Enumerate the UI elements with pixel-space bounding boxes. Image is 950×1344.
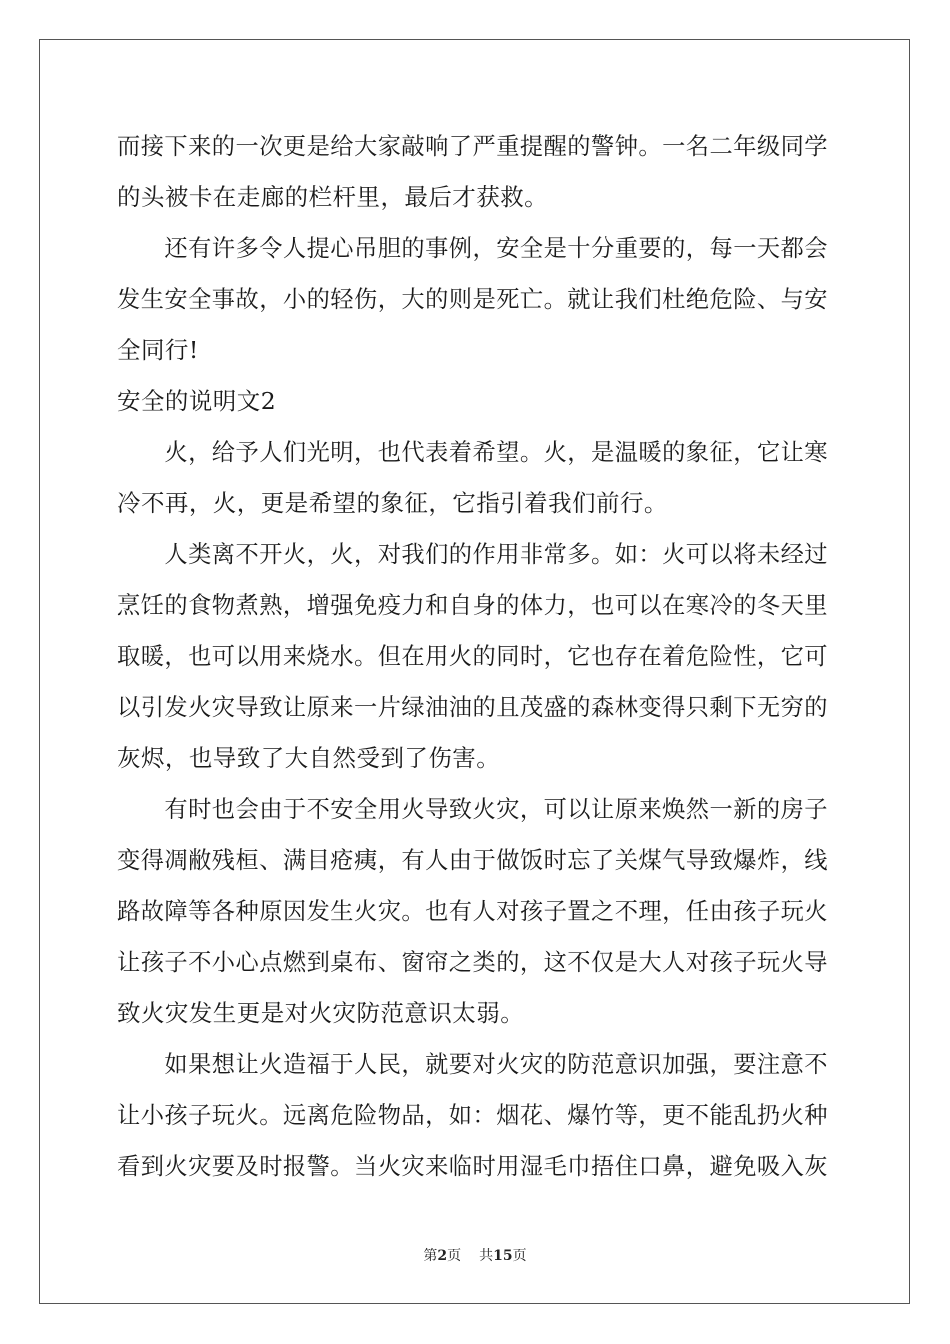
text-line: 以引发火灾导致让原来一片绿油油的且茂盛的森林变得只剩下无穷的 bbox=[117, 694, 829, 721]
text-line: 冷不再，火，更是希望的象征，它指引着我们前行。 bbox=[117, 489, 668, 517]
text-line: 烹饪的食物煮熟，增强免疫力和自身的体力，也可以在寒冷的冬天里 bbox=[117, 592, 829, 619]
text-line: 致火灾发生更是对火灾防范意识太弱。 bbox=[117, 999, 525, 1027]
text-line: 如果想让火造福于人民，就要对火灾的防范意识加强，要注意不 bbox=[117, 1051, 829, 1078]
text-line: 有时也会由于不安全用火导致火灾，可以让原来焕然一新的房子 bbox=[117, 796, 829, 823]
text-line: 而接下来的一次更是给大家敲响了严重提醒的警钟。一名二年级同学 bbox=[117, 133, 829, 160]
document-body bbox=[117, 121, 833, 1192]
page-prefix: 第 bbox=[423, 1248, 438, 1264]
text-line: 的头被卡在走廊的栏杆里，最后才获救。 bbox=[117, 183, 549, 211]
text-line: 让小孩子玩火。远离危险物品，如：烟花、爆竹等，更不能乱扔火种 bbox=[117, 1102, 829, 1129]
total-suffix: 页 bbox=[512, 1248, 527, 1264]
total-prefix: 共 bbox=[479, 1248, 494, 1264]
text-line: 还有许多令人提心吊胆的事例，安全是十分重要的，每一天都会 bbox=[117, 235, 829, 262]
total-pages: 15 bbox=[493, 1248, 513, 1264]
text-line: 全同行! bbox=[117, 336, 199, 364]
text-line: 路故障等各种原因发生火灾。也有人对孩子置之不理，任由孩子玩火 bbox=[117, 898, 829, 925]
page-suffix: 页 bbox=[447, 1248, 462, 1264]
text-line: 发生安全事故，小的轻伤，大的则是死亡。就让我们杜绝危险、与安 bbox=[117, 286, 829, 313]
text-line: 灰烬，也导致了大自然受到了伤害。 bbox=[117, 744, 501, 772]
text-line: 火，给予人们光明，也代表着希望。火，是温暖的象征，它让寒 bbox=[117, 439, 829, 466]
page-footer bbox=[0, 1245, 950, 1265]
text-line: 看到火灾要及时报警。当火灾来临时用湿毛巾捂住口鼻，避免吸入灰 bbox=[117, 1153, 829, 1180]
text-line: 人类离不开火，火，对我们的作用非常多。如：火可以将未经过 bbox=[117, 541, 829, 568]
text-line: 变得凋敝残桓、满目疮痍，有人由于做饭时忘了关煤气导致爆炸，线 bbox=[117, 847, 829, 874]
page-number: 2 bbox=[437, 1248, 448, 1264]
section-heading: 安全的说明文2 bbox=[117, 387, 277, 415]
text-line: 取暖，也可以用来烧水。但在用火的同时，它也存在着危险性，它可 bbox=[117, 643, 829, 670]
text-line: 让孩子不小心点燃到桌布、窗帘之类的，这不仅是大人对孩子玩火导 bbox=[117, 949, 829, 976]
